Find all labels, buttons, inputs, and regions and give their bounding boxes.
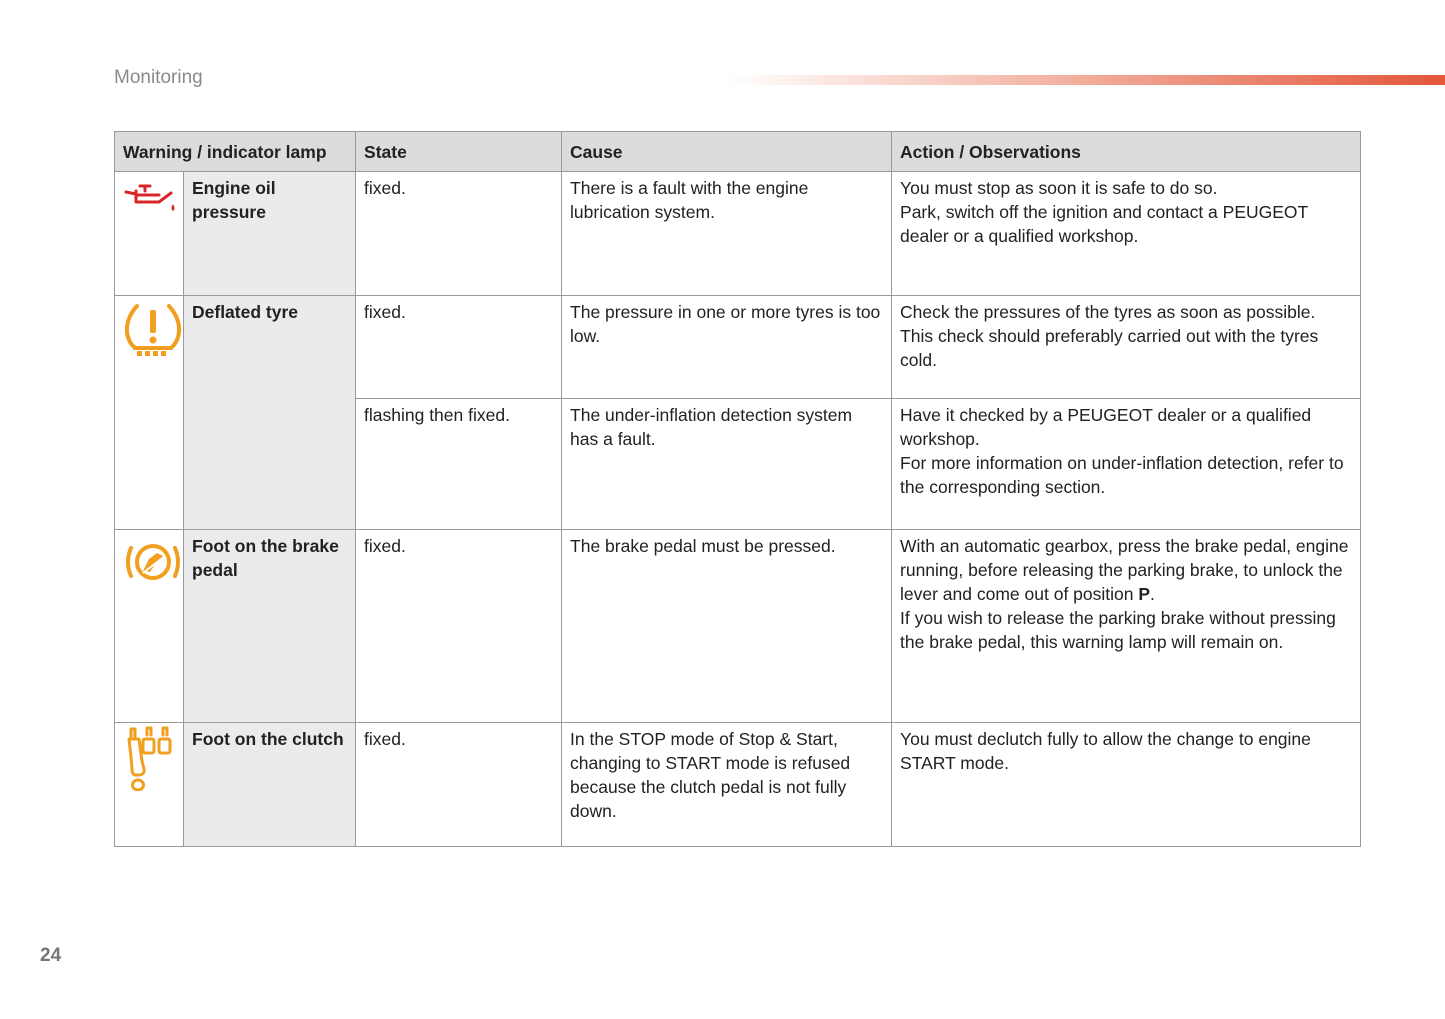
lamp-icon-cell: [115, 723, 184, 847]
lamp-name: Foot on the clutch: [184, 723, 356, 847]
table-row: [115, 723, 1361, 847]
action-text-part: .: [1150, 584, 1155, 604]
cause-cell: [562, 172, 892, 296]
table-header-row: [115, 132, 1361, 172]
cause-text: In the STOP mode of Stop & Start, changing to START mode is refused because the clutch pedal is not fully down.: [570, 729, 851, 821]
action-text: If you wish to release the parking brake without pressing the brake pedal, this warning lamp will remain on.: [900, 608, 1336, 652]
action-text: Have it checked by a PEUGEOT dealer or a qualified workshop.: [900, 405, 1312, 449]
page-number: 24: [40, 945, 62, 966]
gear-position-p: P: [1138, 584, 1151, 604]
column-header-state: State: [356, 132, 562, 172]
cause-cell: [562, 530, 892, 723]
cause-cell: [562, 399, 892, 530]
cause-text: There is a fault with the engine lubrication system.: [570, 178, 809, 222]
cause-text: The pressure in one or more tyres is too low.: [570, 302, 881, 346]
state-cell: fixed.: [356, 530, 562, 723]
action-text: Check the pressures of the tyres as soon as possible.: [900, 302, 1316, 322]
action-text: [900, 534, 1352, 606]
cause-text: The under-inflation detection system has a fault.: [570, 405, 853, 449]
action-text: You must declutch fully to allow the change to engine START mode.: [900, 729, 1311, 773]
action-text: For more information on under-inflation detection, refer to the corresponding section.: [900, 453, 1344, 497]
section-title: Monitoring: [114, 67, 203, 88]
column-header-lamp: Warning / indicator lamp: [115, 132, 356, 172]
action-text: You must stop as soon it is safe to do so.: [900, 178, 1218, 198]
action-cell: [892, 399, 1361, 530]
lamp-name: Engine oil pressure: [184, 172, 356, 296]
table-row: [115, 296, 1361, 399]
action-cell: [892, 530, 1361, 723]
lamp-name: Deflated tyre: [184, 296, 356, 530]
table-row: [115, 172, 1361, 296]
oil-can-icon: [123, 182, 179, 216]
foot-on-brake-icon: [123, 538, 183, 586]
lamp-name: Foot on the brake pedal: [184, 530, 356, 723]
foot-on-clutch-icon: [123, 725, 179, 791]
action-cell: [892, 172, 1361, 296]
action-text: Park, switch off the ignition and contact a PEUGEOT dealer or a qualified workshop.: [900, 202, 1308, 246]
cause-text: The brake pedal must be pressed.: [570, 536, 836, 556]
warning-lamp-table: [114, 131, 1361, 847]
action-cell: [892, 723, 1361, 847]
state-cell: flashing then fixed.: [356, 399, 562, 530]
state-cell: fixed.: [356, 172, 562, 296]
table-row: [115, 530, 1361, 723]
cause-cell: [562, 723, 892, 847]
tyre-pressure-icon: [123, 300, 183, 360]
state-cell: fixed.: [356, 723, 562, 847]
state-cell: fixed.: [356, 296, 562, 399]
action-cell: [892, 296, 1361, 399]
cause-cell: [562, 296, 892, 399]
action-text: This check should preferably carried out with the tyres cold.: [900, 326, 1319, 370]
action-text-part: With an automatic gearbox, press the brake pedal, engine running, before releasing the parking brake, to unlock the lever and come out of position: [900, 536, 1349, 604]
lamp-icon-cell: [115, 172, 184, 296]
column-header-cause: Cause: [562, 132, 892, 172]
lamp-icon-cell: [115, 296, 184, 530]
header-gradient-bar: [725, 75, 1445, 85]
column-header-action: Action / Observations: [892, 132, 1361, 172]
lamp-icon-cell: [115, 530, 184, 723]
